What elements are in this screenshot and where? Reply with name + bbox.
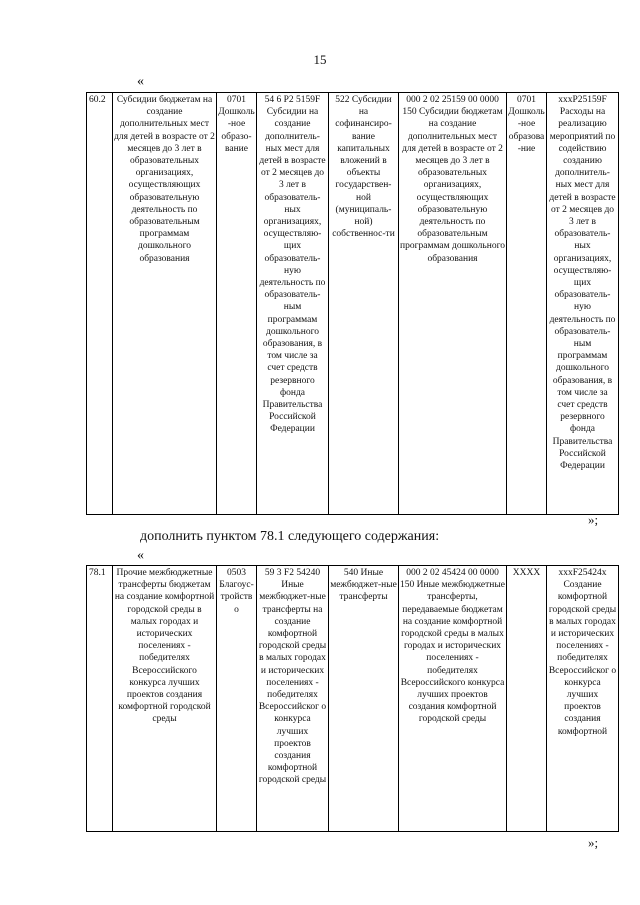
section-code-cell: 0503 Благоус-тройств о <box>217 566 257 832</box>
target-article-cell: 54 6 P2 5159F Субсидии на создание дополнитель-ных мест для детей в возрасте от 2 месяцев до 3 лет в образователь-ных организациях, осуществляю-щих образователь-ную деятельность по образователь-ным программам дошкольного образования, в том числе за счет средств резервного фонда Правительства Российской Федерации <box>257 93 329 515</box>
name-cell: Субсидии бюджетам на создание дополнительных мест для детей в возрасте от 2 месяцев до 3 лет в образовательных организациях, осуществляющих образовательную деятельность по образовательным программам дошкольного образования <box>113 93 217 515</box>
expense-type-cell: 522 Субсидии на софинансиро-вание капитальных вложений в объекты государствен-ной (муниципаль-ной) собственнос-ти <box>329 93 399 515</box>
amendment-table-row-78-1 <box>86 565 619 832</box>
expense-type-cell: 540 Иные межбюджет-ные трансферты <box>329 566 399 832</box>
section-code-cell: 0701 Дошколь-ное образо-вание <box>217 93 257 515</box>
section-code-2-cell: 0701 Дошколь-ное образова-ние <box>507 93 547 515</box>
page-number: 15 <box>313 52 327 67</box>
expense-code-cell: xxxP25159F Расходы на реализацию мероприятий по содействию созданию дополнитель-ных мест для детей в возрасте от 2 месяцев до 3 лет в образователь-ных организациях, осуществляю-щих образователь-ную деятельность по образователь-ным программам дошкольного образования, в том числе за счет средств резервного фонда Правительства Российской Федерации <box>547 93 619 515</box>
expense-code-cell: xxxF25424x Создание комфортной городской среды в малых городах и исторических поселениях - победителях Всероссийског о конкурса лучших проектов создания комфортной <box>547 566 619 832</box>
opening-quote: « <box>137 548 144 563</box>
revenue-code-cell: 000 2 02 45424 00 0000 150 Иные межбюджетные трансферты, передаваемые бюджетам на создание комфортной городской среды в малых городах и исторических поселениях - победителях Всероссийского конкурса лучших проектов создания комфортной городской среды <box>399 566 507 832</box>
closing-quote: »; <box>588 512 599 527</box>
table-row <box>87 566 619 832</box>
row-number-cell: 78.1 <box>87 566 113 832</box>
closing-quote: »; <box>588 835 599 850</box>
section-code-2-cell: XXXX <box>507 566 547 832</box>
amendment-table-row-60-2 <box>86 92 619 515</box>
row-number-cell: 60.2 <box>87 93 113 515</box>
name-cell: Прочие межбюджетные трансферты бюджетам на создание комфортной городской среды в малых городах и исторических поселениях - победителях Всероссийского конкурса лучших проектов создания комфортной городской среды <box>113 566 217 832</box>
target-article-cell: 59 3 F2 54240 Иные межбюджет-ные трансферты на создание комфортной городской среды в малых городах и исторических поселениях - победителях Всероссийског о конкурса лучших проектов создания комфортной городской среды <box>257 566 329 832</box>
opening-quote: « <box>137 74 144 89</box>
table-row <box>87 93 619 515</box>
revenue-code-cell: 000 2 02 25159 00 0000 150 Субсидии бюджетам на создание дополнительных мест для детей в возрасте от 2 месяцев до 3 лет в образовательных организациях, осуществляющих образовательную деятельность по образовательным программам дошкольного образования <box>399 93 507 515</box>
amendment-intro-text: дополнить пунктом 78.1 следующего содержания: <box>140 529 440 544</box>
